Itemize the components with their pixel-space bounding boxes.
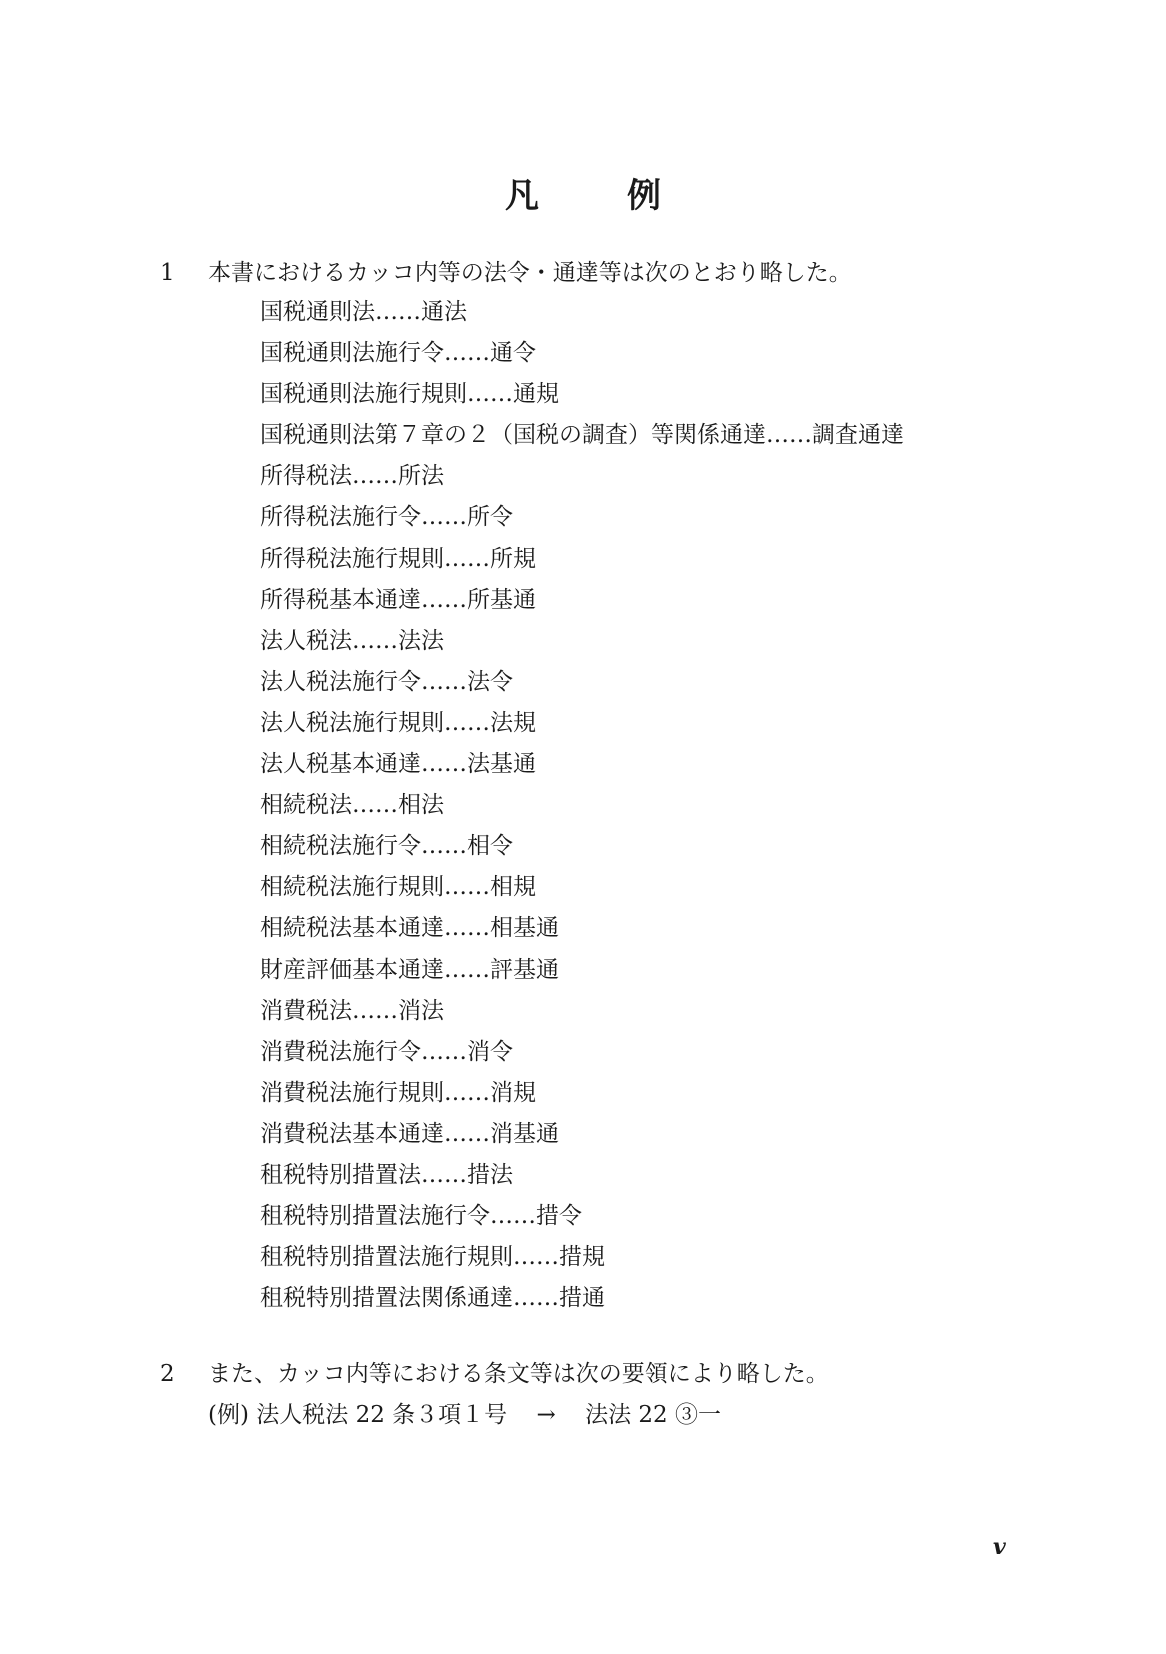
- list-item: 租税特別措置法施行令……措令: [260, 1203, 582, 1230]
- section-1-heading: [160, 254, 852, 287]
- list-item: 消費税法……消法: [260, 997, 444, 1024]
- title-char-1: 凡: [505, 176, 539, 216]
- list-item: 財産評価基本通達……評基通: [260, 956, 559, 983]
- abbreviation-example: [208, 1396, 721, 1429]
- list-item: 国税通則法第７章の２（国税の調査）等関係通達……調査通達: [260, 422, 904, 449]
- list-item: 法人税法……法法: [260, 627, 444, 654]
- section-2-number: 2: [160, 1361, 175, 1387]
- list-item: 租税特別措置法施行規則……措規: [260, 1244, 605, 1271]
- list-item: 所得税法施行令……所令: [260, 504, 513, 531]
- list-item: 国税通則法施行令……通令: [260, 340, 536, 367]
- list-item: 相続税法……相法: [260, 792, 444, 819]
- list-item: 相続税法施行規則……相規: [260, 874, 536, 901]
- list-item: 消費税法施行規則……消規: [260, 1079, 536, 1106]
- list-item: 租税特別措置法……措法: [260, 1161, 513, 1188]
- list-item: 国税通則法……通法: [260, 299, 467, 325]
- list-item: 法人税法施行規則……法規: [260, 709, 536, 736]
- list-item: 国税通則法施行規則……通規: [260, 381, 559, 408]
- example-abbreviated: 法法 22 ③一: [585, 1402, 721, 1428]
- list-item: 所得税法……所法: [260, 463, 444, 490]
- section-2-heading: [160, 1355, 829, 1388]
- section-1-text: 本書におけるカッコ内等の法令・通達等は次のとおり略した。: [208, 260, 852, 286]
- list-item: 所得税法施行規則……所規: [260, 545, 536, 572]
- page-title: [0, 168, 1166, 217]
- page-number: v: [993, 1534, 1006, 1560]
- list-item: 相続税法施行令……相令: [260, 833, 513, 860]
- arrow-icon: →: [536, 1402, 556, 1428]
- section-1-number: 1: [160, 260, 175, 286]
- example-prefix: (例): [208, 1402, 249, 1428]
- list-item: 消費税法基本通達……消基通: [260, 1120, 559, 1147]
- list-item: 所得税基本通達……所基通: [260, 586, 536, 613]
- list-item: 法人税基本通達……法基通: [260, 751, 536, 778]
- list-item: 租税特別措置法関係通達……措通: [260, 1285, 605, 1312]
- list-item: 相続税法基本通達……相基通: [260, 915, 559, 942]
- list-item: 消費税法施行令……消令: [260, 1038, 513, 1065]
- list-item: 法人税法施行令……法令: [260, 668, 513, 695]
- section-2-text: また、カッコ内等における条文等は次の要領により略した。: [208, 1361, 829, 1387]
- title-char-2: 例: [627, 176, 661, 216]
- abbreviation-list: [260, 292, 904, 1319]
- example-original: 法人税法 22 条３項１号: [256, 1402, 508, 1428]
